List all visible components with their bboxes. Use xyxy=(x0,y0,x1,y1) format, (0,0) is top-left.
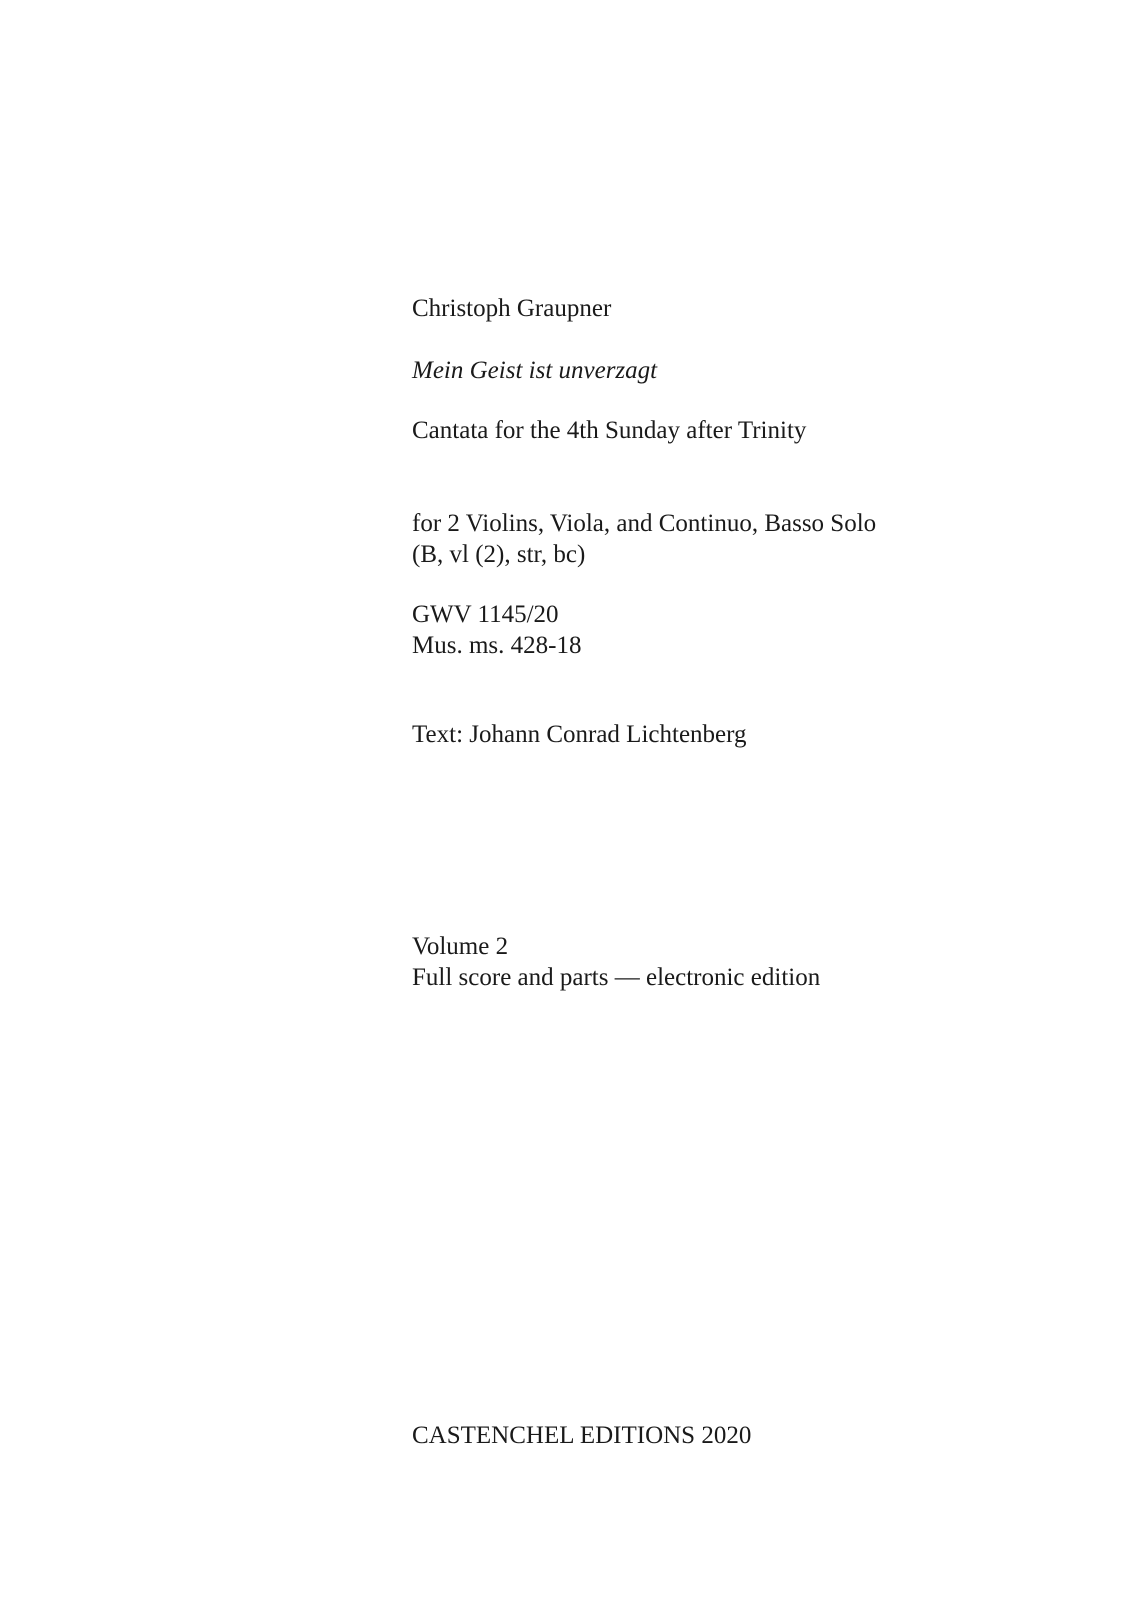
scoring-abbreviation: (B, vl (2), str, bc) xyxy=(412,541,586,568)
publisher-imprint: CASTENCHEL EDITIONS 2020 xyxy=(412,1422,752,1449)
volume-label: Volume 2 xyxy=(412,933,509,960)
composer-name: Christoph Graupner xyxy=(412,295,612,322)
text-author: Text: Johann Conrad Lichtenberg xyxy=(412,721,747,748)
edition-description: Full score and parts — electronic edition xyxy=(412,964,821,991)
scoring-line: for 2 Violins, Viola, and Continuo, Basso Solo xyxy=(412,510,877,537)
gwv-number: GWV 1145/20 xyxy=(412,601,559,628)
cantata-subtitle: Cantata for the 4th Sunday after Trinity xyxy=(412,417,807,444)
manuscript-number: Mus. ms. 428-18 xyxy=(412,632,582,659)
work-title: Mein Geist ist unverzagt xyxy=(412,357,658,384)
